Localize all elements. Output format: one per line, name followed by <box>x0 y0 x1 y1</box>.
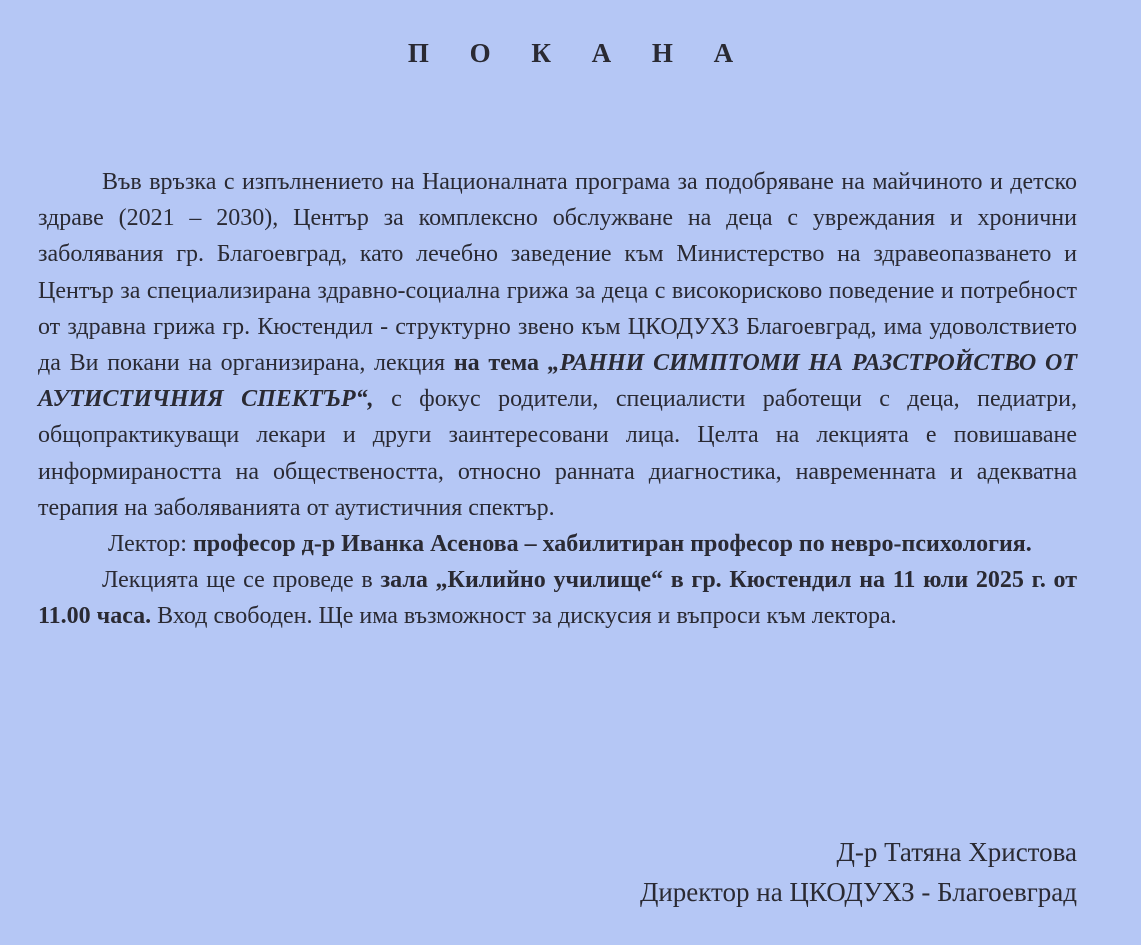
venue-rest-text: Вход свободен. Ще има възможност за дискусия и въпроси към лектора. <box>151 603 897 630</box>
venue-details: зала „Килийно училище“ в гр. Кюстендил на 11 юли 2025 г. от 11.00 часа. <box>38 567 1078 630</box>
venue-intro: Лекцията ще се проведе в <box>102 567 381 594</box>
signatory-name: Д-р Татяна Христова <box>836 837 1077 867</box>
invitation-page <box>38 0 1077 945</box>
signature-block <box>640 832 1077 912</box>
lecture-topic: „РАННИ СИМПТОМИ НА РАЗСТРОЙСТВО ОТ АУТИСТИЧНИЯ СПЕКТЪР“, <box>38 350 1077 413</box>
topic-label: на тема <box>453 350 548 377</box>
intro-text: Във връзка с изпълнението на Националната програма за подобряване на майчиното и детско здраве (2021 – 2030), Център за комплексно обслужване на деца с увреждания и хронични заболявания гр. Благоевград, като лечебно заведение към Министерство на здравеопазването и Център за специализирана здравно-социална грижа за деца с високорисково поведение и потребност от здравна грижа гр. Кюстендил - структурно звено към ЦКОДУХЗ Благоевград, има удоволствието да Ви покани на организирана, лекция <box>38 169 1077 377</box>
signatory-position: Директор на ЦКОДУХЗ - Благоевград <box>639 877 1077 907</box>
lecturer-label: Лектор: <box>108 531 193 558</box>
document-title: П О К А Н А <box>407 38 751 68</box>
venue-paragraph <box>38 562 1077 634</box>
lecturer-name: професор д-р Иванка Асенова – хабилитиран професор по невро-психология. <box>192 531 1032 558</box>
lecturer-paragraph <box>38 526 1077 562</box>
intro-paragraph <box>38 164 1077 526</box>
intro-rest-text: с фокус родители, специалисти работещи с деца, педиатри, общопрактикуващи лекари и други заинтересовани лица. Целта на лекцията е повишаване информираността на обществеността, относно ранната диагностика, навременната и адекватна терапия на заболяванията от аутистичния спектър. <box>38 386 1077 521</box>
document-body <box>38 164 1077 635</box>
